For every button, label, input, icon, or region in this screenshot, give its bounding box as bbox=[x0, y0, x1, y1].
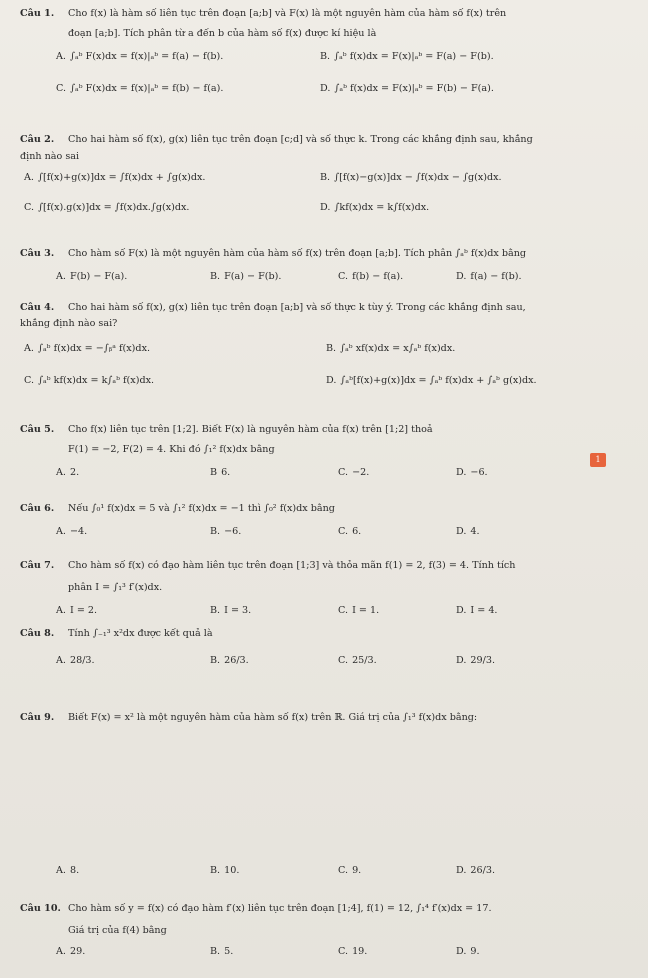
options-row bbox=[20, 466, 632, 486]
option-b[interactable] bbox=[320, 171, 502, 185]
option-b[interactable] bbox=[320, 50, 494, 64]
option-text: I = 2. bbox=[69, 605, 98, 616]
option-text: F(a) − F(b). bbox=[224, 271, 282, 282]
option-b[interactable] bbox=[210, 604, 251, 618]
option-d[interactable] bbox=[456, 654, 495, 668]
option-label: B. bbox=[326, 343, 337, 354]
option-label: B. bbox=[210, 946, 221, 957]
question-text: Cho hàm số f(x) có đạo hàm liên tục trên đoạn [1;3] và thỏa mãn f(1) = 2, f(3) = 4. Tính tích bbox=[68, 560, 516, 571]
option-text: 9. bbox=[352, 865, 362, 876]
option-label: A. bbox=[56, 946, 66, 957]
option-label: A. bbox=[56, 526, 66, 537]
option-c[interactable] bbox=[24, 374, 154, 388]
option-label: A. bbox=[24, 343, 34, 354]
options-row bbox=[20, 82, 632, 102]
option-text: 26/3. bbox=[224, 655, 249, 666]
option-label: A. bbox=[56, 51, 66, 62]
question-number: Câu 4. bbox=[20, 302, 55, 313]
question-7 bbox=[20, 560, 632, 624]
option-a[interactable] bbox=[56, 864, 79, 878]
question-number: Câu 2. bbox=[20, 134, 55, 145]
option-text: −6. bbox=[224, 526, 242, 537]
option-c[interactable] bbox=[338, 945, 367, 959]
option-label: D. bbox=[326, 375, 337, 386]
options-row bbox=[20, 654, 632, 674]
option-label: C. bbox=[338, 865, 349, 876]
question-number: Câu 3. bbox=[20, 248, 55, 259]
option-text: ∫ₐᵇ f(x)dx = −∫ᵦᵃ f(x)dx. bbox=[37, 343, 151, 354]
options-row bbox=[20, 864, 632, 884]
question-number: Câu 8. bbox=[20, 628, 55, 639]
question-3 bbox=[20, 248, 632, 290]
option-text: I = 3. bbox=[224, 605, 252, 616]
option-text: f(a) − f(b). bbox=[470, 271, 522, 282]
option-label: B bbox=[210, 467, 218, 478]
option-label: D. bbox=[456, 605, 467, 616]
option-label: D. bbox=[320, 202, 331, 213]
option-d[interactable] bbox=[456, 604, 498, 618]
question-number: Câu 7. bbox=[20, 560, 55, 571]
option-d[interactable] bbox=[320, 201, 429, 215]
question-number: Câu 1. bbox=[20, 8, 55, 19]
option-label: A. bbox=[56, 655, 66, 666]
option-text: ∫[f(x)+g(x)]dx = ∫f(x)dx + ∫g(x)dx. bbox=[37, 172, 206, 183]
option-label: D. bbox=[320, 83, 331, 94]
options-row bbox=[20, 50, 632, 70]
option-text: ∫ₐᵇ F(x)dx = f(x)|ₐᵇ = f(a) − f(b). bbox=[69, 51, 224, 62]
option-label: C. bbox=[338, 467, 349, 478]
option-d[interactable] bbox=[456, 466, 488, 480]
option-label: D. bbox=[456, 655, 467, 666]
option-b[interactable] bbox=[326, 342, 455, 356]
options-row bbox=[20, 270, 632, 290]
option-text: ∫ₐᵇ kf(x)dx = k∫ₐᵇ f(x)dx. bbox=[38, 375, 155, 386]
option-text: 10. bbox=[224, 865, 240, 876]
question-number: Câu 9. bbox=[20, 712, 55, 723]
option-a[interactable] bbox=[56, 525, 87, 539]
option-label: C. bbox=[338, 655, 349, 666]
sticker-label: 1 bbox=[595, 455, 601, 464]
question-9 bbox=[20, 712, 632, 724]
option-label: C. bbox=[338, 605, 349, 616]
option-label: B. bbox=[210, 271, 221, 282]
option-text: 26/3. bbox=[470, 865, 495, 876]
option-text: I = 1. bbox=[352, 605, 380, 616]
options-row bbox=[20, 945, 632, 965]
options-row bbox=[20, 342, 632, 362]
option-c[interactable] bbox=[338, 654, 377, 668]
option-text: 29. bbox=[69, 946, 86, 957]
option-b[interactable] bbox=[210, 525, 241, 539]
question-text-cont: định nào sai bbox=[20, 151, 80, 162]
option-c[interactable] bbox=[24, 201, 189, 215]
option-label: B. bbox=[320, 172, 331, 183]
option-b[interactable] bbox=[210, 466, 230, 480]
option-label: D. bbox=[456, 467, 467, 478]
option-c[interactable] bbox=[338, 270, 403, 284]
question-8 bbox=[20, 628, 632, 674]
options-row bbox=[20, 201, 632, 221]
question-9-options bbox=[20, 862, 632, 884]
option-text: ∫kf(x)dx = k∫f(x)dx. bbox=[334, 202, 430, 213]
option-c[interactable] bbox=[338, 525, 361, 539]
option-text: 6. bbox=[352, 526, 362, 537]
option-c[interactable] bbox=[338, 466, 369, 480]
options-row bbox=[20, 374, 632, 394]
option-label: C. bbox=[338, 526, 349, 537]
option-text: 28/3. bbox=[69, 655, 95, 666]
options-row bbox=[20, 525, 632, 545]
question-text-cont: khẳng định nào sai? bbox=[20, 318, 118, 329]
question-text: Cho f(x) là hàm số liên tục trên đoạn [a;b] và F(x) là một nguyên hàm của hàm số f(x) trên bbox=[68, 8, 507, 19]
option-text: 2. bbox=[69, 467, 80, 478]
option-label: D. bbox=[456, 271, 467, 282]
option-label: B. bbox=[320, 51, 331, 62]
question-text: Cho f(x) liên tục trên [1;2]. Biết F(x) là nguyên hàm của f(x) trên [1;2] thoả bbox=[68, 424, 433, 435]
option-text: ∫[f(x)−g(x)]dx − ∫f(x)dx − ∫g(x)dx. bbox=[334, 172, 502, 183]
option-text: I = 4. bbox=[470, 605, 498, 616]
option-b[interactable] bbox=[210, 270, 281, 284]
option-label: B. bbox=[210, 655, 221, 666]
option-label: C. bbox=[56, 83, 67, 94]
option-a[interactable] bbox=[24, 342, 150, 356]
option-label: A. bbox=[24, 172, 34, 183]
option-c[interactable] bbox=[56, 82, 223, 96]
option-text: −6. bbox=[470, 467, 488, 478]
question-text-cont: Giá trị của f(4) bằng bbox=[68, 925, 167, 936]
question-10 bbox=[20, 903, 632, 965]
option-text: 5. bbox=[224, 946, 234, 957]
question-text-cont: đoạn [a;b]. Tích phân từ a đến b của hàm số f(x) được kí hiệu là bbox=[68, 28, 377, 39]
question-text: Tính ∫₋₁³ x²dx được kết quả là bbox=[68, 628, 213, 639]
option-c[interactable] bbox=[338, 864, 361, 878]
question-text: Cho hàm số y = f(x) có đạo hàm f′(x) liên tục trên đoạn [1;4], f(1) = 12, ∫₁⁴ f′(x)dx = 17. bbox=[68, 903, 492, 914]
page-marker-sticker bbox=[590, 453, 606, 467]
question-number: Câu 5. bbox=[20, 424, 55, 435]
question-2 bbox=[20, 134, 632, 221]
option-d[interactable] bbox=[456, 270, 522, 284]
option-a[interactable] bbox=[56, 654, 95, 668]
option-a[interactable] bbox=[56, 466, 79, 480]
option-label: D. bbox=[456, 526, 467, 537]
question-5 bbox=[20, 424, 632, 486]
option-text: 19. bbox=[352, 946, 368, 957]
option-text: F(b) − F(a). bbox=[69, 271, 128, 282]
option-label: D. bbox=[456, 865, 467, 876]
option-label: C. bbox=[24, 375, 35, 386]
option-text: ∫ₐᵇ F(x)dx = f(x)|ₐᵇ = f(b) − f(a). bbox=[70, 83, 224, 94]
option-label: A. bbox=[56, 271, 66, 282]
option-text: 8. bbox=[69, 865, 80, 876]
option-a[interactable] bbox=[56, 945, 85, 959]
option-text: −4. bbox=[69, 526, 88, 537]
question-1 bbox=[20, 8, 632, 102]
option-a[interactable] bbox=[56, 604, 97, 618]
option-label: D. bbox=[456, 946, 467, 957]
option-a[interactable] bbox=[56, 50, 223, 64]
option-text: 9. bbox=[470, 946, 480, 957]
option-label: C. bbox=[338, 271, 349, 282]
option-d[interactable] bbox=[456, 525, 480, 539]
option-d[interactable] bbox=[456, 945, 480, 959]
question-4 bbox=[20, 302, 632, 394]
question-text: Cho hai hàm số f(x), g(x) liên tục trên đoạn [c;d] và số thực k. Trong các khẳng định sau, khẳng bbox=[68, 134, 533, 145]
option-text: −2. bbox=[352, 467, 370, 478]
option-b[interactable] bbox=[210, 945, 233, 959]
option-label: C. bbox=[338, 946, 349, 957]
option-text: 4. bbox=[470, 526, 480, 537]
question-text-cont: F(1) = −2, F(2) = 4. Khi đó ∫₁² f(x)dx bằng bbox=[68, 444, 275, 455]
question-text: Biết F(x) = x² là một nguyên hàm của hàm số f(x) trên ℝ. Giá trị của ∫₁³ f(x)dx bằng: bbox=[68, 712, 478, 723]
option-b[interactable] bbox=[210, 864, 239, 878]
options-row bbox=[20, 171, 632, 191]
option-label: A. bbox=[56, 605, 66, 616]
option-text: f(b) − f(a). bbox=[352, 271, 404, 282]
option-label: A. bbox=[56, 467, 66, 478]
option-b[interactable] bbox=[210, 654, 249, 668]
question-text: Nếu ∫₀¹ f(x)dx = 5 và ∫₁² f(x)dx = −1 thì ∫₀² f(x)dx bằng bbox=[68, 503, 335, 514]
option-text: 25/3. bbox=[352, 655, 377, 666]
option-text: ∫[f(x).g(x)]dx = ∫f(x)dx.∫g(x)dx. bbox=[38, 202, 190, 213]
option-label: B. bbox=[210, 865, 221, 876]
question-number: Câu 6. bbox=[20, 503, 55, 514]
question-text: Cho hai hàm số f(x), g(x) liên tục trên đoạn [a;b] và số thực k tùy ý. Trong các khẳng định sau, bbox=[68, 302, 526, 313]
option-d[interactable] bbox=[326, 374, 537, 388]
option-text: ∫ₐᵇ xf(x)dx = x∫ₐᵇ f(x)dx. bbox=[340, 343, 456, 354]
option-a[interactable] bbox=[24, 171, 205, 185]
option-text: 29/3. bbox=[470, 655, 495, 666]
option-text: ∫ₐᵇ f(x)dx = F(x)|ₐᵇ = F(b) − F(a). bbox=[334, 83, 494, 94]
option-label: B. bbox=[210, 605, 221, 616]
option-text: ∫ₐᵇ f(x)dx = F(x)|ₐᵇ = F(a) − F(b). bbox=[334, 51, 494, 62]
option-text: ∫ₐᵇ[f(x)+g(x)]dx = ∫ₐᵇ f(x)dx + ∫ₐᵇ g(x)dx. bbox=[340, 375, 537, 386]
question-text-cont: phân I = ∫₁³ f′(x)dx. bbox=[68, 582, 163, 593]
question-text: Cho hàm số F(x) là một nguyên hàm của hàm số f(x) trên đoạn [a;b]. Tích phân ∫ₐᵇ f(x)dx bằng bbox=[68, 248, 527, 259]
question-6 bbox=[20, 503, 632, 545]
option-d[interactable] bbox=[456, 864, 495, 878]
question-number: Câu 10. bbox=[20, 903, 61, 914]
option-a[interactable] bbox=[56, 270, 127, 284]
option-d[interactable] bbox=[320, 82, 494, 96]
option-label: C. bbox=[24, 202, 35, 213]
option-label: A. bbox=[56, 865, 66, 876]
option-label: B. bbox=[210, 526, 221, 537]
option-text: 6. bbox=[221, 467, 231, 478]
option-c[interactable] bbox=[338, 604, 379, 618]
options-row bbox=[20, 604, 632, 624]
